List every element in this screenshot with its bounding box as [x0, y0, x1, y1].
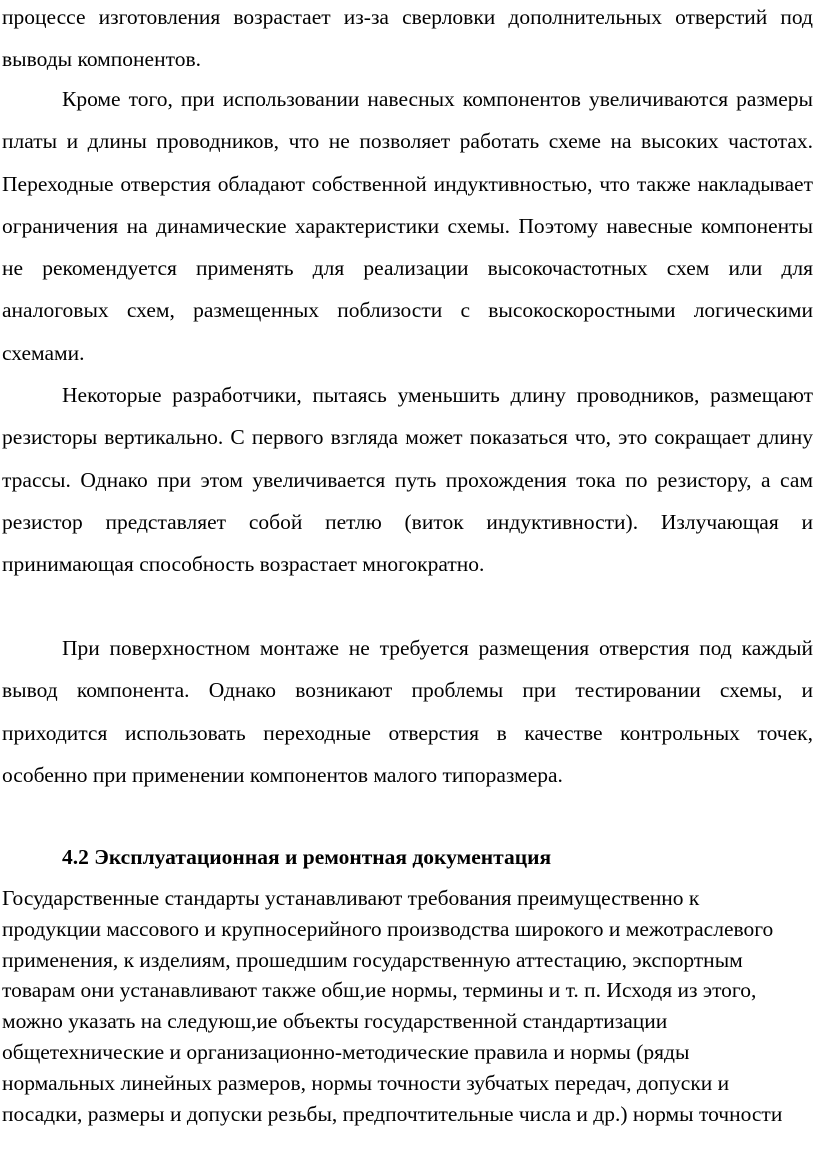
section-body-paragraph: Государственные стандарты устанавливают требования преимущественно к продукции массового и крупносерийного производства широкого и межотраслевого применения, к изделиям, прошедшим государственную аттестацию, экспортным товарам они устанавливают также обш,ие нормы, термины и т. п. Исходя из этого, можно указать на следуюш,ие объекты государственной стандартизации общетехнические и организационно-методические правила и нормы (ряды нормальных линейных размеров, нормы точности зубчатых передач, допуски и посадки, размеры и допуски резьбы, предпочтительные числа и др.) нормы точности [2, 886, 783, 1126]
paragraph-surface-mount: При поверхностном монтаже не требуется размещения отверстия под каждый вывод компонента. Однако возникают проблемы при тестировании схемы, и приходится использовать переходные отверстия в качестве контрольных точек, особенно при применении компонентов малого типоразмера. [2, 636, 813, 787]
paragraph-vertical-resistors: Некоторые разработчики, пытаясь уменьшить длину проводников, размещают резисторы вертикально. С первого взгляда может показаться что, это сокращает длину трассы. Однако при этом увеличивается путь прохождения тока по резистору, а сам резистор представляет собой петлю (виток индуктивности). Излучающая и принимающая способность возрастает многократно. [2, 383, 813, 577]
paragraph-continuation: процессе изготовления возрастает из-за сверловки дополнительных отверстий под выводы компонентов. [2, 5, 813, 72]
paragraph-through-hole-limits: Кроме того, при использовании навесных компонентов увеличиваются размеры платы и длины проводников, что не позволяет работать схеме на высоких частотах. Переходные отверстия обладают собственной индуктивностью, что также накладывает ограничения на динамические характеристики схемы. Поэтому навесные компоненты не рекомендуется применять для реализации высокочастотных схем или для аналоговых схем, размещенных поблизости с высокоскоростными логическими схемами. [2, 87, 813, 365]
section-heading: 4.2 Эксплуатационная и ремонтная документация [62, 845, 552, 869]
